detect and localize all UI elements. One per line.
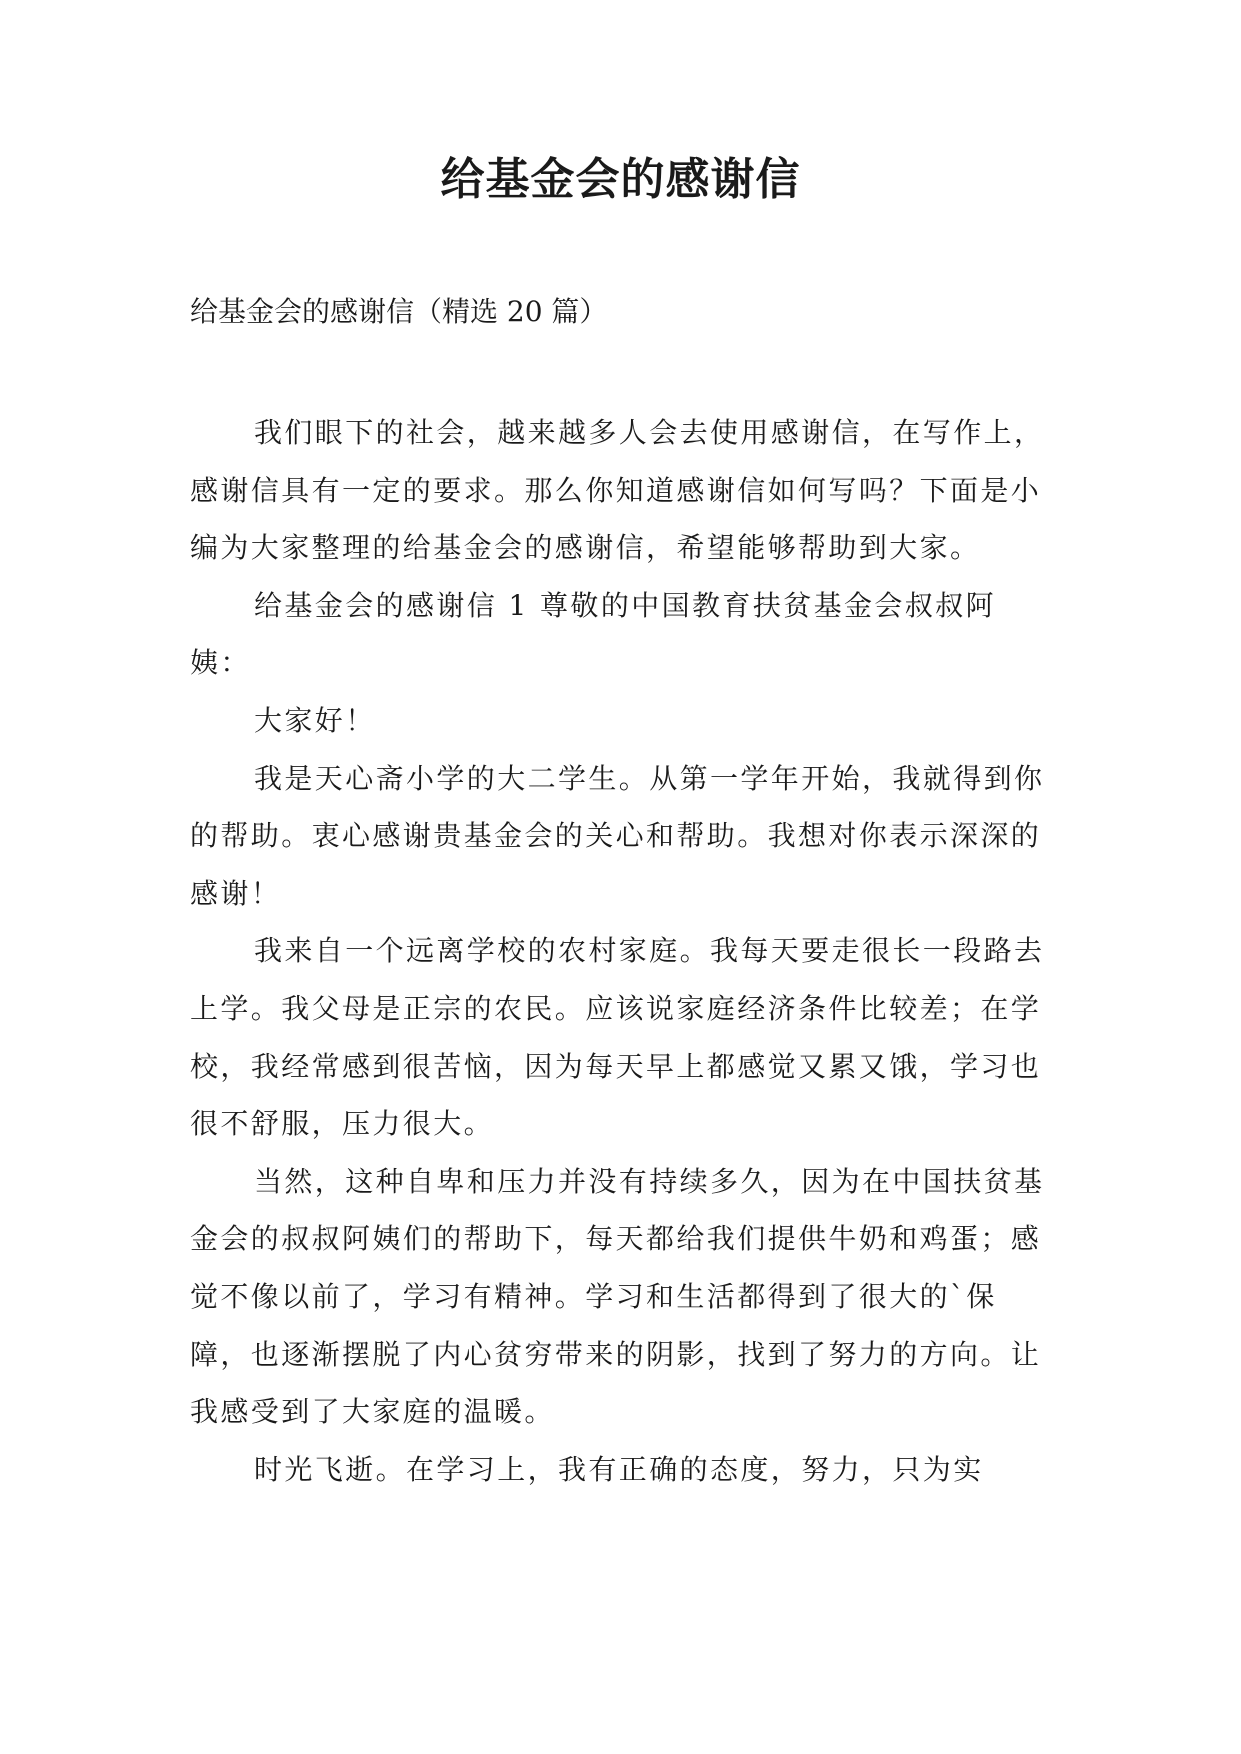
paragraph-salutation: 给基金会的感谢信 1 尊敬的中国教育扶贫基金会叔叔阿姨： bbox=[190, 588, 997, 680]
document-title: 给基金会的感谢信 bbox=[440, 154, 801, 205]
document-subtitle: 给基金会的感谢信（精选 20 篇） bbox=[190, 295, 608, 328]
paragraph-greeting: 大家好！ bbox=[254, 703, 376, 737]
paragraph-intro: 我们眼下的社会，越来越多人会去使用感谢信，在写作上，感谢信具有一定的要求。那么你知道感谢信如何写吗？下面是小编为大家整理的给基金会的感谢信，希望能够帮助到大家。 bbox=[190, 416, 1045, 565]
paragraph: 我是天心斋小学的大二学生。从第一学年开始，我就得到你的帮助。衷心感谢贵基金会的关心和帮助。我想对你表示深深的感谢！ bbox=[190, 761, 1045, 910]
paragraph: 当然，这种自卑和压力并没有持续多久，因为在中国扶贫基金会的叔叔阿姨们的帮助下，每天都给我们提供牛奶和鸡蛋；感觉不像以前了，学习有精神。学习和生活都得到了很大的`保障，也逐渐摆脱了内心贫穷带来的阴影，找到了努力的方向。让我感受到了大家庭的温暖。 bbox=[190, 1164, 1045, 1429]
document-body bbox=[190, 404, 1048, 1498]
paragraph: 时光飞逝。在学习上，我有正确的态度，努力，只为实 bbox=[254, 1452, 984, 1486]
paragraph: 我来自一个远离学校的农村家庭。我每天要走很长一段路去上学。我父母是正宗的农民。应该说家庭经济条件比较差；在学校，我经常感到很苦恼，因为每天早上都感觉又累又饿，学习也很不舒服，压力很大。 bbox=[190, 934, 1045, 1141]
